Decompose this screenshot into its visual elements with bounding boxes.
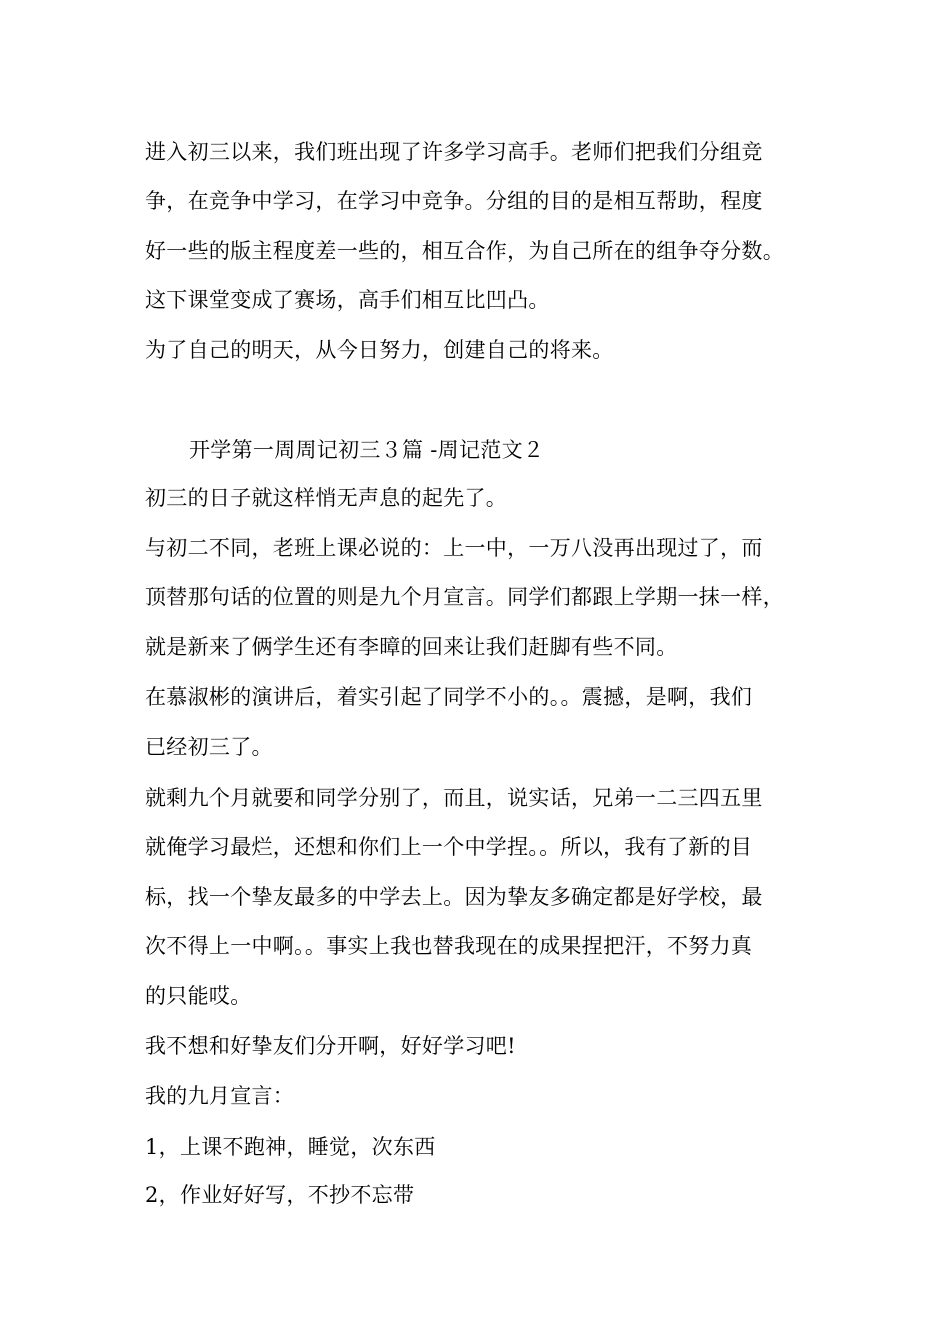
paragraph-line: 我不想和好挚友们分开啊，好好学习吧! [145,1034,516,1058]
paragraph-line: 这下课堂变成了赛场，高手们相互比凹凸。 [145,288,550,312]
paragraph-line: 进入初三以来，我们班出现了许多学习高手。老师们把我们分组竞 [145,140,763,164]
paragraph-line: 的只能哎。 [145,984,252,1008]
paragraph-line: 初三的日子就这样悄无声息的起先了。 [145,486,508,510]
section-title: 开学第一周周记初三３篇 -周记范文２ [189,438,545,462]
paragraph-line: 就剩九个月就要和同学分别了，而且，说实话，兄弟一二三四五里 [145,786,763,810]
paragraph-line: 在慕淑彬的演讲后，着实引起了同学不小的。。震撼，是啊，我们 [145,685,753,709]
paragraph-line: 就是新来了俩学生还有李暲的回来让我们赶脚有些不同。 [145,635,678,659]
paragraph-line: 已经初三了。 [145,735,273,759]
list-item: 1，上课不跑神，睡觉，次东西 [145,1135,436,1159]
list-item: 2，作业好好写，不抄不忘带 [145,1183,415,1207]
paragraph-line: 与初二不同，老班上课必说的：上一中，一万八没再出现过了，而 [145,536,763,560]
paragraph-line: 顶替那句话的位置的则是九个月宣言。同学们都跟上学期一抹一样， [145,585,784,609]
paragraph-line: 争，在竞争中学习，在学习中竞争。分组的目的是相互帮助，程度 [145,189,763,213]
paragraph-line: 我的九月宣言： [145,1084,295,1108]
paragraph-line: 为了自己的明天，从今日努力，创建自己的将来。 [145,338,614,362]
paragraph-line: 就俺学习最烂，还想和你们上一个中学捏。。所以，我有了新的目 [145,835,753,859]
paragraph-line: 好一些的版主程度差一些的，相互合作，为自己所在的组争夺分数。 [145,239,784,263]
paragraph-line: 标，找一个挚友最多的中学去上。因为挚友多确定都是好学校，最 [145,885,763,909]
paragraph-line: 次不得上一中啊。。事实上我也替我现在的成果捏把汗，不努力真 [145,934,753,958]
